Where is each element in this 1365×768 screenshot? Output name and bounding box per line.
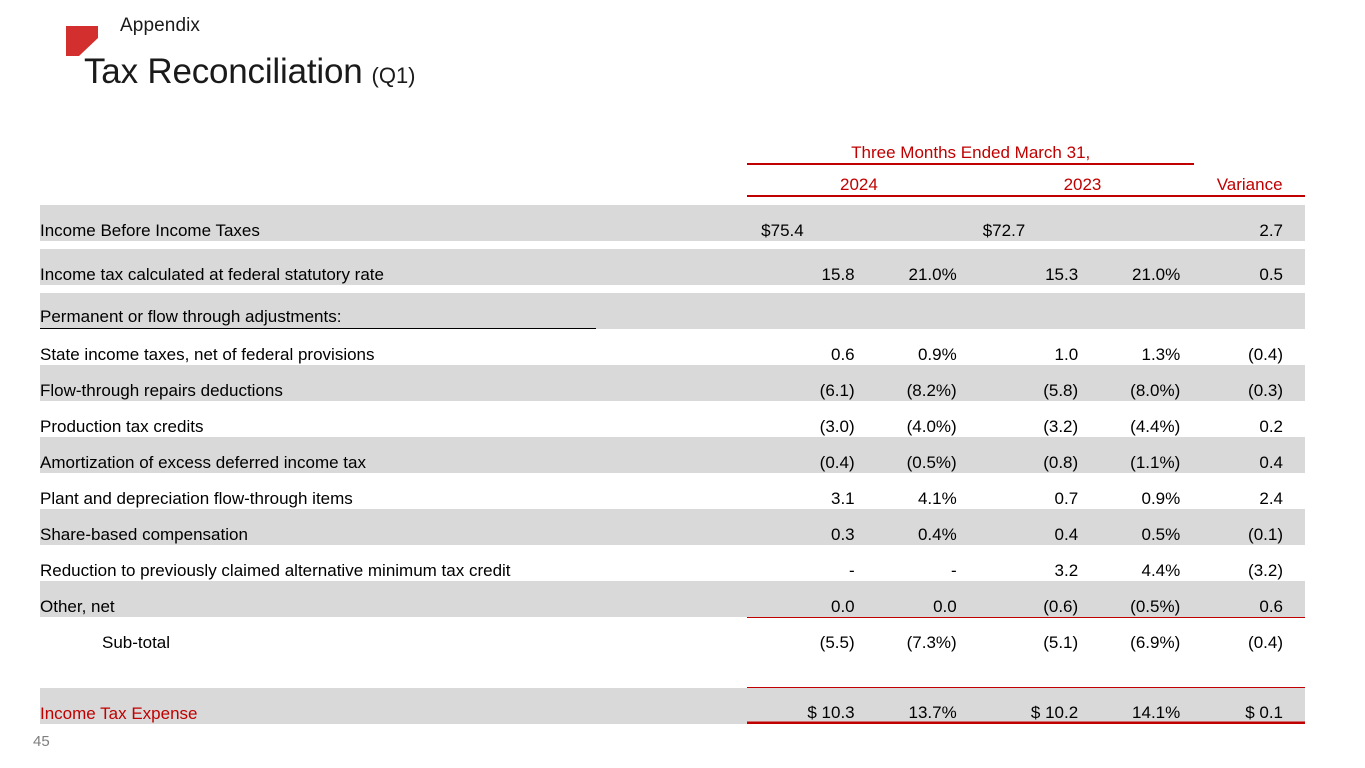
row-label-text: Permanent or flow through adjustments:: [40, 307, 596, 329]
row-2023-amount: 0.7: [971, 473, 1078, 509]
row-2023-amount: (0.8): [971, 437, 1078, 473]
row-variance: (3.2): [1194, 545, 1305, 581]
header-variance: Variance: [1194, 164, 1305, 196]
row-2024-percent: [855, 293, 971, 329]
row-label: State income taxes, net of federal provisions: [40, 329, 747, 365]
table-row: [40, 249, 1305, 285]
page-title: [84, 52, 416, 92]
row-variance: (0.4): [1194, 329, 1305, 365]
row-2024-amount: 0.3: [747, 509, 854, 545]
row-2023-percent: 21.0%: [1078, 249, 1194, 285]
row-2024-percent: -: [855, 545, 971, 581]
header-three-months-ended: Three Months Ended March 31,: [747, 133, 1194, 164]
row-variance: 0.4: [1194, 437, 1305, 473]
row-2024-percent: 4.1%: [855, 473, 971, 509]
row-variance: $ 0.1: [1194, 688, 1305, 724]
table-row: [40, 545, 1305, 581]
table-row: [40, 205, 1305, 241]
table-row: [40, 437, 1305, 473]
row-2024-percent: 13.7%: [855, 688, 971, 724]
row-2024-amount: 0.6: [747, 329, 854, 365]
row-2023-percent: 0.9%: [1078, 473, 1194, 509]
row-2024-percent: [855, 205, 971, 241]
header-2023: 2023: [971, 164, 1195, 196]
row-variance: (0.1): [1194, 509, 1305, 545]
row-variance: 2.4: [1194, 473, 1305, 509]
row-label: [40, 293, 747, 329]
row-2024-amount: $ 10.3: [747, 688, 854, 724]
row-2024-amount: (3.0): [747, 401, 854, 437]
row-2023-percent: (4.4%): [1078, 401, 1194, 437]
row-2023-amount: 3.2: [971, 545, 1078, 581]
row-2023-percent: 4.4%: [1078, 545, 1194, 581]
row-variance: (0.4): [1194, 617, 1305, 653]
row-label: Income Before Income Taxes: [40, 205, 747, 241]
row-label: Production tax credits: [40, 401, 747, 437]
row-variance: 0.2: [1194, 401, 1305, 437]
row-2024-percent: (4.0%): [855, 401, 971, 437]
row-label: Sub-total: [40, 617, 747, 653]
row-2023-percent: 0.5%: [1078, 509, 1194, 545]
row-2023-amount: 0.4: [971, 509, 1078, 545]
row-2023-amount: (5.8): [971, 365, 1078, 401]
spacer: [40, 241, 1305, 249]
row-2023-percent: (1.1%): [1078, 437, 1194, 473]
row-2023-amount: [971, 293, 1078, 329]
row-2024-percent: (8.2%): [855, 365, 971, 401]
table-subtotal-row: [40, 617, 1305, 653]
row-label: Amortization of excess deferred income tax: [40, 437, 747, 473]
section-eyebrow: Appendix: [120, 15, 201, 36]
row-2023-amount: (3.2): [971, 401, 1078, 437]
table-row: [40, 473, 1305, 509]
row-2023-percent: (0.5%): [1078, 581, 1194, 617]
row-label: Reduction to previously claimed alternative minimum tax credit: [40, 545, 747, 581]
row-2024-amount: 3.1: [747, 473, 854, 509]
row-2024-percent: 0.0: [855, 581, 971, 617]
row-label: Income tax calculated at federal statutory rate: [40, 249, 747, 285]
row-2023-amount: 15.3: [971, 249, 1078, 285]
row-2023-percent: (6.9%): [1078, 617, 1194, 653]
row-2023-amount: $ 10.2: [971, 688, 1078, 724]
row-label: Other, net: [40, 581, 747, 617]
row-2024-amount: [747, 293, 854, 329]
row-variance: [1194, 293, 1305, 329]
row-label: Plant and depreciation flow-through items: [40, 473, 747, 509]
page-title-main: Tax Reconciliation: [84, 52, 363, 91]
row-label: Flow-through repairs deductions: [40, 365, 747, 401]
row-2023-percent: 1.3%: [1078, 329, 1194, 365]
row-2024-amount: -: [747, 545, 854, 581]
table-row: [40, 401, 1305, 437]
tax-reconciliation-table-wrap: [0, 133, 1365, 724]
table-row: [40, 329, 1305, 365]
row-2023-percent: 14.1%: [1078, 688, 1194, 724]
spacer: [40, 285, 1305, 293]
row-2024-percent: (0.5%): [855, 437, 971, 473]
table-subheader-row: [40, 293, 1305, 329]
row-2024-percent: 0.4%: [855, 509, 971, 545]
table-row: [40, 581, 1305, 617]
spacer: [40, 653, 1305, 688]
row-label: Income Tax Expense: [40, 688, 747, 724]
row-variance: 0.5: [1194, 249, 1305, 285]
row-2024-amount: (0.4): [747, 437, 854, 473]
row-2023-amount: (5.1): [971, 617, 1078, 653]
row-2024-amount: 15.8: [747, 249, 854, 285]
row-2023-amount: $72.7: [971, 205, 1078, 241]
row-variance: 2.7: [1194, 205, 1305, 241]
table-row: [40, 365, 1305, 401]
row-2023-amount: 1.0: [971, 329, 1078, 365]
row-2024-amount: 0.0: [747, 581, 854, 617]
row-2023-percent: (8.0%): [1078, 365, 1194, 401]
row-variance: (0.3): [1194, 365, 1305, 401]
spacer: [40, 196, 1305, 205]
table-row: [40, 509, 1305, 545]
page-title-sub: (Q1): [371, 63, 416, 88]
row-2024-percent: 21.0%: [855, 249, 971, 285]
table-header-group-row: [40, 133, 1305, 164]
row-2023-percent: [1078, 205, 1194, 241]
row-2023-amount: (0.6): [971, 581, 1078, 617]
row-label: Share-based compensation: [40, 509, 747, 545]
table-total-row: [40, 688, 1305, 724]
row-2023-percent: [1078, 293, 1194, 329]
row-2024-amount: (6.1): [747, 365, 854, 401]
header-2024: 2024: [747, 164, 971, 196]
row-2024-percent: 0.9%: [855, 329, 971, 365]
row-2024-amount: (5.5): [747, 617, 854, 653]
row-2024-amount: $75.4: [747, 205, 854, 241]
tax-reconciliation-table: [40, 133, 1305, 724]
page-number: 45: [33, 733, 50, 750]
row-variance: 0.6: [1194, 581, 1305, 617]
row-2024-percent: (7.3%): [855, 617, 971, 653]
table-header-year-row: [40, 164, 1305, 196]
